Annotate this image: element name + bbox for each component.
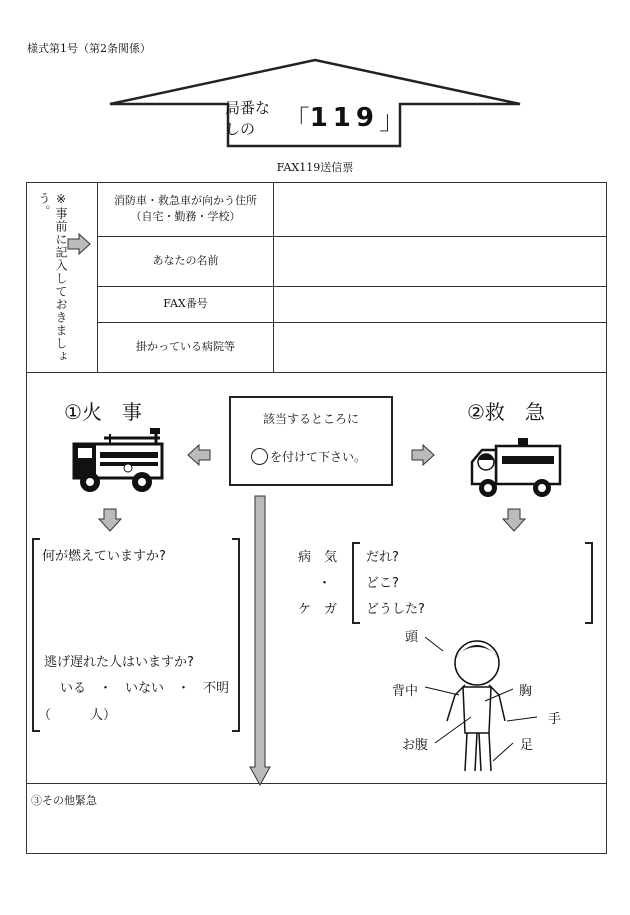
fax-number-field[interactable] [274,287,606,321]
down-arrow-icon [97,507,123,533]
ambulance-illness[interactable]: 病 気 [298,550,338,565]
fire-trapped-options[interactable]: いる ・ いない ・ 不明 [60,681,230,696]
long-down-arrow-icon [249,495,271,787]
banner-prefix: 局番なしの [225,99,271,138]
question-where: どこ? [366,576,399,591]
banner-title [225,100,405,136]
fire-question-trapped: 逃げ遅れた人はいますか? [44,655,194,670]
fax-number-label: FAX番号 [163,297,208,310]
circle-mark-icon [251,448,268,465]
address-label-line1: 消防車・救急車が向かう住所 [114,194,257,207]
body-label-foot[interactable]: 足 [520,738,534,753]
address-label-line2: （自宅・勤務・学校） [130,210,241,223]
hospital-label: 掛かっている病院等 [136,340,235,353]
right-arrow-icon [66,232,92,256]
body-label-hand[interactable]: 手 [548,712,562,727]
banner-open-bracket: 「 [283,105,310,136]
instruction-line2: を付けて下さい。 [270,450,367,464]
body-label-head[interactable]: 頭 [405,630,419,645]
body-label-chest[interactable]: 胸 [519,684,533,699]
fire-question-burning: 何が燃えていますか? [42,549,166,564]
fire-heading[interactable]: ①火 事 [64,400,142,424]
ambulance-heading[interactable]: ②救 急 [467,400,545,424]
banner-close-bracket: 」 [378,105,405,136]
fire-truck-icon [70,424,168,496]
right-arrow-icon [410,443,436,467]
name-label: あなたの名前 [152,254,219,267]
body-label-back[interactable]: 背中 [392,684,419,699]
instruction-box [229,396,393,486]
ambulance-icon [468,432,564,500]
form-number: 様式第1号（第2条関係） [27,42,151,55]
left-arrow-icon [186,443,212,467]
question-what: どうした? [366,602,425,617]
address-label [97,182,274,236]
down-arrow-icon [501,507,527,533]
ambulance-injury[interactable]: ケ ガ [298,602,338,617]
other-emergency-label[interactable]: ③その他緊急 [31,794,97,807]
pre-entry-note: ※事前に記入しておきましょう。 [37,192,68,363]
address-field[interactable] [274,183,606,235]
question-who: だれ? [366,550,399,565]
hospital-field[interactable] [274,323,606,371]
name-field[interactable] [274,237,606,285]
fire-trapped-count[interactable]: （ 人） [38,708,117,723]
form-title: FAX119送信票 [276,161,354,174]
body-label-belly[interactable]: お腹 [402,738,429,753]
banner-number: 119 [309,103,379,133]
instruction-line1: 該当するところに [262,412,359,426]
ambulance-separator: ・ [318,576,332,591]
